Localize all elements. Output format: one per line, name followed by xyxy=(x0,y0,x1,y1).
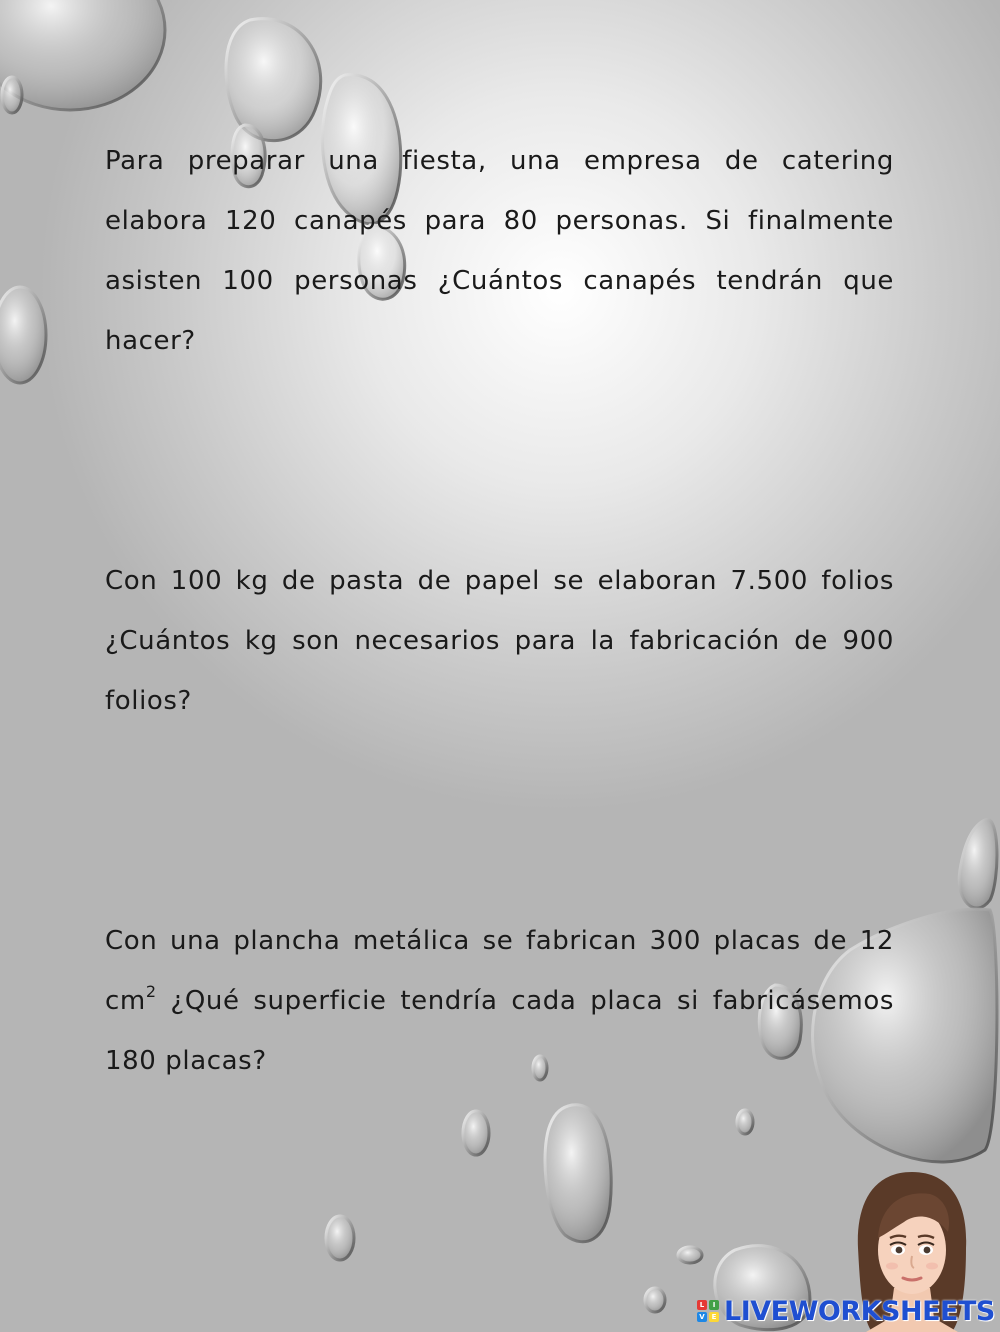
liveworksheets-wordmark: LIVEWORKSHEETS xyxy=(724,1295,995,1327)
badge-letter-v: V xyxy=(697,1312,707,1322)
badge-letter-e: E xyxy=(709,1312,719,1322)
liveworksheets-badge-icon xyxy=(697,1300,719,1322)
problem-3-text-after: ¿Qué superficie tendría cada placa si fabricásemos 180 placas? xyxy=(105,986,894,1076)
squared-superscript: 2 xyxy=(145,982,157,1001)
liveworksheets-logo xyxy=(697,1293,995,1329)
badge-letter-l: L xyxy=(697,1300,707,1310)
problem-3-text xyxy=(105,911,894,1091)
problem-3-text-before: Con una plancha metálica se fabrican 300 placas de 12 cm xyxy=(105,926,894,1016)
problem-1-text: Para preparar una fiesta, una empresa de catering elabora 120 canapés para 80 personas. Si finalmente asisten 100 personas ¿Cuántos canapés tendrán que hacer? xyxy=(105,146,894,356)
badge-letter-i: I xyxy=(709,1300,719,1310)
problem-2-text: Con 100 kg de pasta de papel se elaboran 7.500 folios ¿Cuántos kg son necesarios para la fabricación de 900 folios? xyxy=(105,566,894,716)
